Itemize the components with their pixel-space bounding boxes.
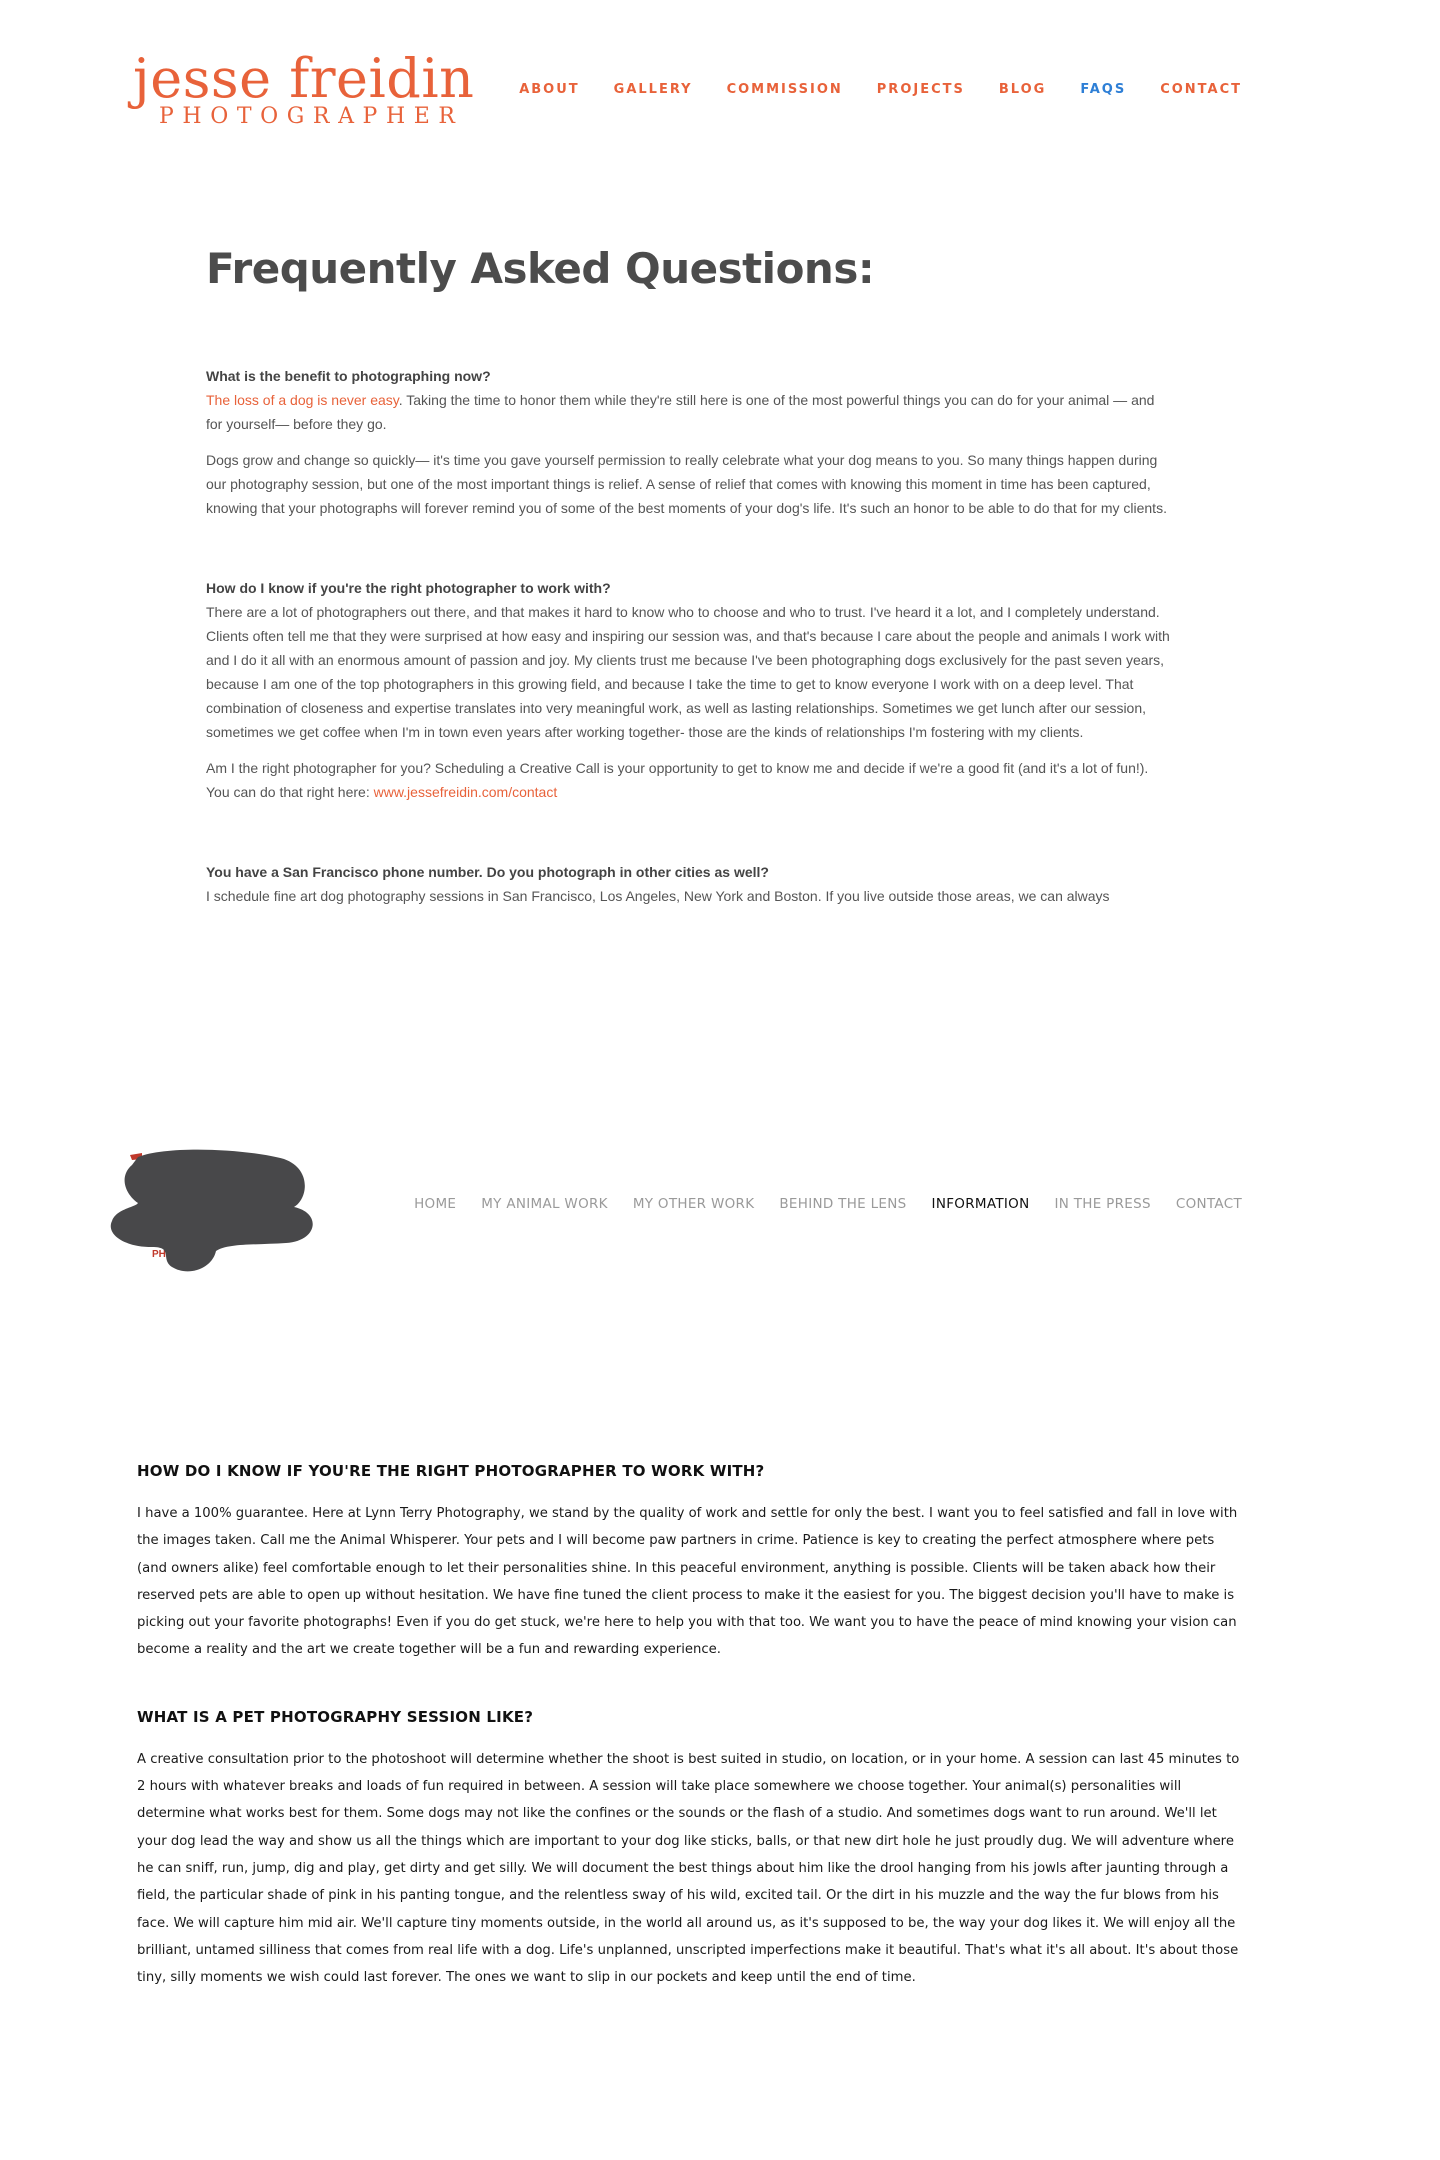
section-heading: HOW DO I KNOW IF YOU'RE THE RIGHT PHOTOGRAPHER TO WORK WITH? [137, 1462, 765, 1480]
faq-answer-para: Dogs grow and change so quickly— it's time you gave yourself permission to really celebrate what your dog means to you. So many things happen during our photography session, but one of the most important things is relief. A sense of relief that comes with knowing this moment in time has been captured, knowing that your photographs will forever remind you of some of the best moments of your dog's life. It's such an honor to be able to do that for my clients. [206, 452, 1167, 516]
nav-commission[interactable]: COMMISSION [726, 82, 843, 97]
redaction-scribble [108, 1147, 320, 1281]
faq-lead-text: . Taking the time to honor them while they're still here is one of the most powerful things you can do for your animal — and for yourself— before they go. [206, 392, 1155, 432]
nav-information[interactable]: INFORMATION [931, 1196, 1030, 1212]
logo-name: jesse freidin [133, 47, 475, 110]
nav-behind-the-lens[interactable]: BEHIND THE LENS [779, 1196, 907, 1212]
faq-list [206, 364, 1174, 956]
nav-blog[interactable]: BLOG [998, 82, 1047, 97]
nav-contact[interactable]: CONTACT [1160, 82, 1242, 97]
nav-home[interactable]: HOME [414, 1196, 457, 1212]
nav-my-animal-work[interactable]: MY ANIMAL WORK [481, 1196, 608, 1212]
logo-subtitle: PHOTOGRAPHER [159, 104, 464, 129]
contact-link[interactable]: www.jessefreidin.com/contact [373, 784, 558, 800]
site2-nav [414, 1196, 1242, 1212]
faq-answer: I schedule fine art dog photography sessions in San Francisco, Los Angeles, New York and Boston. If you live outside those areas, we can always [206, 888, 1110, 904]
faq-lead-link[interactable]: The loss of a dog is never easy [206, 392, 399, 408]
nav-gallery[interactable]: GALLERY [613, 82, 693, 97]
nav-projects[interactable]: PROJECTS [876, 82, 965, 97]
nav-about[interactable]: ABOUT [519, 82, 580, 97]
section-body: A creative consultation prior to the photoshoot will determine whether the shoot is best suited in studio, on location, or in your home. A session can last 45 minutes to 2 hours with whatever breaks and loads of fun required in between. A session will take place somewhere we choose together. Your animal(s) personalities will determine what works best for them. Some dogs may not like the confines or the sounds or the flash of a studio. And sometimes dogs want to run around. We'll let your dog lead the way and show us all the things which are important to your dog like sticks, balls, or that new dirt hole he just proudly dug. We will adventure where he can sniff, run, jump, dig and play, get dirty and get silly. We will document the best things about him like the drool hanging from his jowls after jaunting through a field, the particular shade of pink in his panting tongue, and the relentless sway of his wild, excited tail. Or the dirt in his muzzle and the way the fur blows from his face. We will capture him mid air. We'll capture tiny moments outside, in the world all around us, as it's supposed to be, the way your dog likes it. We will enjoy all the brilliant, untamed silliness that comes from real life with a dog. Life's unplanned, unscripted imperfections make it beautiful. That's what it's all about. It's about those tiny, silly moments we wish could last forever. The ones we want to slip in our pockets and keep until the end of time. [137, 1751, 1240, 1986]
faq-item [206, 576, 1174, 804]
nav-in-the-press[interactable]: IN THE PRESS [1054, 1196, 1151, 1212]
faq-answer: There are a lot of photographers out there, and that makes it hard to know who to choose and who to trust. I've heard it a lot, and I completely understand. Clients often tell me that they were surprised at how easy and inspiring our session was, and that's because I care about the people and animals I work with and I do it all with an enormous amount of passion and joy. My clients trust me because I've been photographing dogs exclusively for the past seven years, because I am one of the top photographers in this growing field, and because I take the time to get to know everyone I work with on a deep level. That combination of closeness and expertise translates into very meaningful work, as well as lasting relationships. Sometimes we get lunch after our session, sometimes we get coffee when I'm in town even years after working together- those are the kinds of relationships I'm fostering with my clients. [206, 604, 1170, 740]
nav-contact-2[interactable]: CONTACT [1175, 1196, 1242, 1212]
faq-answer-para [206, 756, 1174, 804]
information-content [137, 1462, 1247, 1991]
site1-nav [519, 82, 1242, 97]
section-heading: WHAT IS A PET PHOTOGRAPHY SESSION LIKE? [137, 1707, 534, 1726]
logo-partial-text: PH [152, 1249, 166, 1260]
faq-question: How do I know if you're the right photographer to work with? [206, 580, 611, 596]
jesse-freidin-logo[interactable] [133, 47, 475, 129]
faq-contact-text: Am I the right photographer for you? Scheduling a Creative Call is your opportunity to get to know me and decide if we're a good fit (and it's a lot of fun!). You can do that right here: [206, 760, 1149, 800]
section-body: I have a 100% guarantee. Here at Lynn Terry Photography, we stand by the quality of work and settle for only the best. I want you to feel satisfied and fall in love with the images taken. Call me the Animal Whisperer. Your pets and I will become paw partners in crime. Patience is key to creating the perfect atmosphere where pets (and owners alike) feel comfortable enough to let their personalities shine. In this peaceful environment, anything is possible. Clients will be taken aback how their reserved pets are able to open up without hesitation. We have fine tuned the client process to make it the easiest for you. The biggest decision you'll have to make is picking out your favorite photographs! Even if you do get stuck, we're here to help you with that too. We want you to have the peace of mind knowing your vision can become a reality and the art we create together will be a fun and rewarding experience. [137, 1506, 1238, 1658]
faq-item [206, 364, 1174, 520]
redacted-logo[interactable] [108, 1147, 320, 1281]
nav-my-other-work[interactable]: MY OTHER WORK [632, 1196, 755, 1212]
faq-question: What is the benefit to photographing now? [206, 368, 491, 384]
faq-item [206, 860, 1174, 908]
site1-header [0, 0, 1440, 140]
page-title: Frequently Asked Questions: [206, 244, 875, 293]
faq-answer [206, 388, 1174, 436]
nav-faqs[interactable]: FAQS [1080, 82, 1127, 97]
faq-question: You have a San Francisco phone number. Do you photograph in other cities as well? [206, 864, 769, 880]
